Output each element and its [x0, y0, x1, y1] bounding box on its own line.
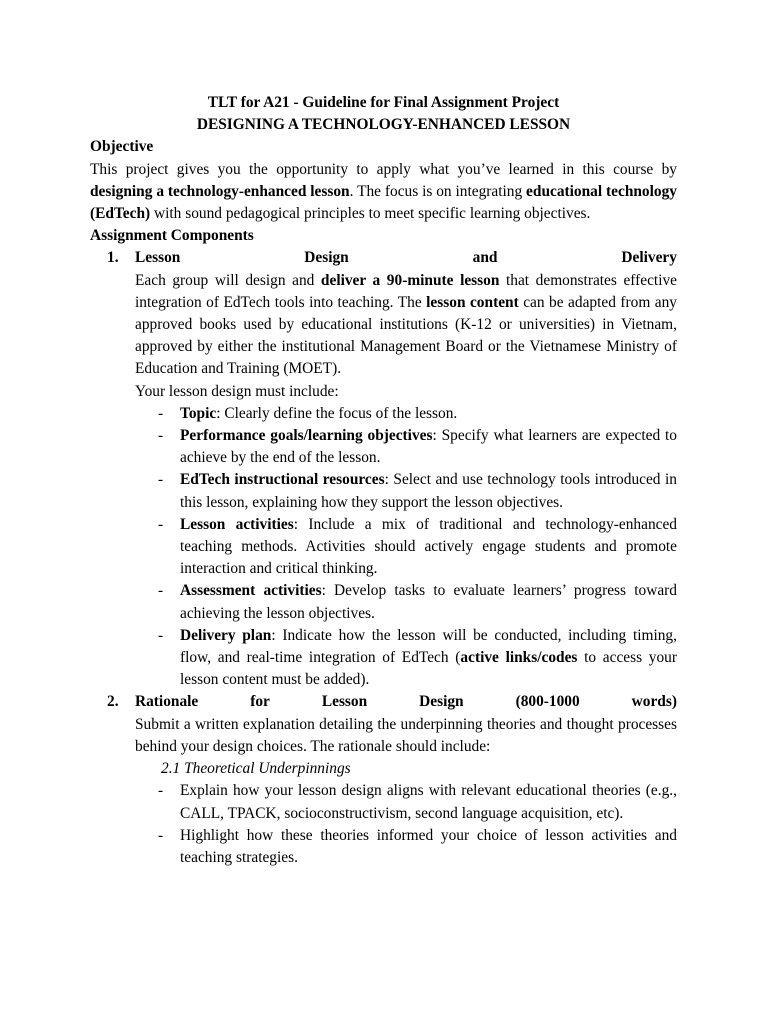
document-page: [90, 92, 677, 869]
item-1-text-1: Each group will design and: [135, 271, 321, 289]
item-1-number: 1.: [107, 249, 119, 267]
item-1-bold-2: lesson content: [426, 293, 519, 311]
components-heading: Assignment Components: [90, 227, 254, 245]
bullet-bold-inline: active links/codes: [460, 649, 578, 667]
bullet-text: : Select and use technology tools introduced in this lesson, explaining how they support the lesson objectives.: [180, 471, 677, 511]
item-1-title-word: Lesson: [135, 249, 181, 267]
item-2-title-word: words): [631, 693, 677, 711]
document-subtitle: DESIGNING A TECHNOLOGY-ENHANCED LESSON: [196, 116, 571, 134]
component-item-1: [90, 247, 677, 402]
dash-marker: -: [158, 782, 164, 800]
item-2-title-word: Design: [419, 693, 464, 711]
bullet-text: : Include a mix of traditional and technology-enhanced teaching methods. Activities should actively engage students and promote interaction and critical thinking.: [180, 515, 677, 578]
objective-paragraph: [90, 159, 677, 226]
bullet-bold: EdTech instructional resources: [180, 471, 385, 489]
document-title: TLT for A21 - Guideline for Final Assignment Project: [207, 94, 560, 111]
bullet-text: : Specify what learners are expected to achieve by the end of the lesson.: [180, 427, 677, 467]
list-item: [90, 825, 677, 869]
item-1-bold-1: deliver a 90-minute lesson: [320, 271, 500, 289]
bullet-text-end: to access your lesson content must be added).: [180, 649, 678, 689]
objective-bold-2: educational technology (EdTech): [90, 182, 677, 223]
list-item: [90, 514, 677, 581]
objective-heading: Objective: [90, 138, 154, 156]
item-1-text-2: that demonstrates effective integration of EdTech tools into teaching. The: [135, 271, 677, 311]
item-2-title-word: Lesson: [321, 693, 368, 711]
item-2-number: 2.: [107, 693, 119, 711]
bullet-text: Highlight how these theories informed your choice of lesson activities and teaching strategies.: [180, 826, 677, 866]
item-1-title-word: and: [472, 249, 498, 267]
item-1-title: [135, 247, 677, 269]
list-item: [90, 625, 677, 692]
bullet-bold: Topic: [180, 404, 217, 422]
bullet-text: : Develop tasks to evaluate learners’ progress toward achieving the lesson objectives.: [180, 582, 677, 622]
item-1-text-3: can be adapted from any approved books used by educational institutions (K-12 or universities) in Vietnam, approved by either the institutional Management Board or the Vietnamese Ministry of Education and Training (MOET).: [135, 293, 678, 378]
objective-text-1: This project gives you the opportunity to apply what you’ve learned in this course by: [90, 160, 677, 178]
dash-marker: -: [158, 626, 164, 644]
bullet-text: : Clearly define the focus of the lesson.: [216, 404, 458, 422]
dash-marker: -: [158, 515, 164, 533]
bullet-bold: Delivery plan: [180, 626, 272, 644]
dash-marker: -: [158, 404, 164, 422]
item-2-title-word: (800-1000: [515, 693, 580, 711]
bullet-text: Explain how your lesson design aligns with relevant educational theories (e.g., CALL, TPACK, socioconstructivism, second language acquisition, etc).: [180, 782, 677, 822]
item-1-title-word: Delivery: [621, 249, 677, 267]
bullet-bold: Assessment activities: [180, 582, 322, 600]
component-item-2: [90, 691, 677, 780]
bullet-bold: Lesson activities: [180, 515, 294, 533]
objective-text-2: . The focus is on integrating: [349, 182, 527, 200]
item-1-paragraph: [135, 270, 677, 381]
list-item: [90, 780, 677, 824]
item-1-include-intro: Your lesson design must include:: [135, 382, 339, 400]
item-2-paragraph: Submit a written explanation detailing the underpinning theories and thought processes behind your design choices. The rationale should include:: [135, 715, 677, 755]
dash-marker: -: [158, 471, 164, 489]
list-item: [90, 403, 677, 425]
dash-marker: -: [158, 427, 164, 445]
item-2-subheading: 2.1 Theoretical Underpinnings: [161, 760, 351, 778]
bullet-bold: Performance goals/learning objectives: [180, 427, 433, 445]
dash-marker: -: [158, 826, 164, 844]
bullet-text: : Indicate how the lesson will be conducted, including timing, flow, and real-time integration of EdTech (: [180, 626, 677, 667]
item-2-title-word: for: [250, 693, 270, 711]
item-1-title-word: Design: [304, 249, 349, 267]
item-1-bullet-list: [90, 403, 677, 692]
list-item: [90, 469, 677, 513]
item-2-title: [135, 691, 677, 713]
item-2-bullet-list: [90, 780, 677, 869]
list-item: [90, 425, 677, 469]
list-item: [90, 580, 677, 624]
item-2-title-word: Rationale: [135, 693, 199, 711]
objective-text-3: with sound pedagogical principles to meet specific learning objectives.: [150, 205, 591, 223]
dash-marker: -: [158, 582, 164, 600]
objective-bold-1: designing a technology-enhanced lesson: [90, 182, 350, 200]
